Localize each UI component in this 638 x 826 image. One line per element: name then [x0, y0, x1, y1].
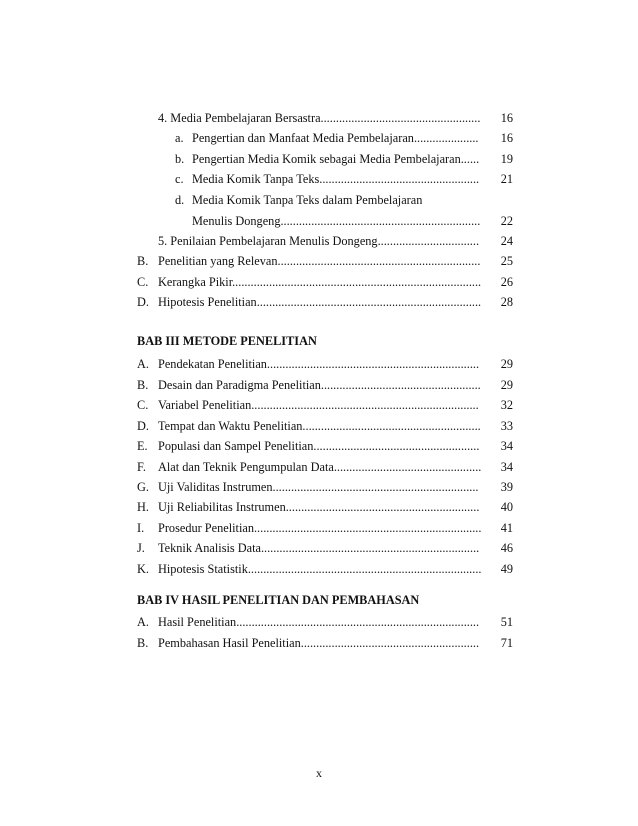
toc-entry-page: 51 [500, 615, 513, 629]
toc-entry [0, 292, 638, 312]
toc-entry [0, 375, 638, 395]
toc-entry-label: Teknik Analisis Data....................................................................... [158, 541, 480, 555]
toc-entry [0, 169, 638, 189]
toc-entry-page: 16 [500, 131, 513, 145]
toc-entry [0, 231, 638, 251]
toc-entry-letter: I. [137, 521, 145, 535]
toc-entry-page: 39 [500, 480, 513, 494]
toc-entry-page: 19 [500, 152, 513, 166]
toc-entry [0, 457, 638, 477]
toc-entry [0, 272, 638, 292]
toc-entry-label: 5. Penilaian Pembelajaran Menulis Dongeng................................. [158, 234, 480, 248]
toc-entry-letter: B. [137, 254, 149, 268]
toc-entry [0, 436, 638, 456]
toc-entry-page: 46 [500, 541, 513, 555]
toc-entry-page: 25 [500, 254, 513, 268]
toc-entry-page: 22 [500, 214, 513, 228]
toc-entry [0, 477, 638, 497]
toc-entry-label: Pengertian Media Komik sebagai Media Pembelajaran...... [192, 152, 480, 166]
toc-entry-label: Uji Reliabilitas Instrumen............................................................... [158, 500, 480, 514]
toc-entry-label: Alat dan Teknik Pengumpulan Data................................................ [158, 460, 482, 474]
toc-entry-page: 21 [500, 172, 513, 186]
toc-entry-page: 33 [500, 419, 513, 433]
toc-entry-letter: C. [137, 398, 149, 412]
toc-entry-label: Pendekatan Penelitian..................................................................... [158, 357, 480, 371]
toc-entry-page: 71 [500, 636, 513, 650]
toc-entry-label: Uji Validitas Instrumen................................................................... [158, 480, 479, 494]
chapter-heading: BAB IV HASIL PENELITIAN DAN PEMBAHASAN [137, 593, 420, 607]
toc-entry [0, 251, 638, 271]
toc-entry-letter: B. [137, 378, 149, 392]
toc-entry-letter: A. [137, 357, 149, 371]
toc-entry-letter: c. [175, 172, 184, 186]
toc-entry-label: Menulis Dongeng................................................................. [192, 214, 481, 228]
toc-entry-page: 34 [500, 460, 513, 474]
toc-entry [0, 128, 638, 148]
toc-entry-label: Variabel Penelitian.......................................................................... [158, 398, 479, 412]
toc-entry-label: Populasi dan Sampel Penelitian...................................................... [158, 439, 480, 453]
toc-entry-letter: G. [137, 480, 149, 494]
toc-entry [0, 518, 638, 538]
toc-entry-label: 4. Media Pembelajaran Bersastra.................................................... [158, 111, 481, 125]
toc-entry-label: Pembahasan Hasil Penelitian.......................................................... [158, 636, 480, 650]
toc-entry-label: Media Komik Tanpa Teks.................................................... [192, 172, 480, 186]
toc-entry-continuation [0, 211, 638, 231]
toc-entry-page: 32 [500, 398, 513, 412]
page-number: x [316, 766, 322, 780]
toc-entry [0, 497, 638, 517]
toc-entry-letter: J. [137, 541, 145, 555]
toc-entry-label: Pengertian dan Manfaat Media Pembelajaran..................... [192, 131, 479, 145]
toc-entry-page: 40 [500, 500, 513, 514]
toc-entry-letter: C. [137, 275, 149, 289]
toc-entry [0, 416, 638, 436]
toc-entry-letter: H. [137, 500, 149, 514]
toc-entry-letter: E. [137, 439, 148, 453]
toc-entry-page: 16 [500, 111, 513, 125]
toc-entry-label: Hipotesis Statistik............................................................................ [158, 562, 482, 576]
toc-entry-page: 24 [500, 234, 513, 248]
toc-entry-letter: a. [175, 131, 184, 145]
toc-entry-label: Penelitian yang Relevan.................................................................. [158, 254, 481, 268]
toc-entry [0, 190, 638, 210]
toc-entry-letter: b. [175, 152, 185, 166]
toc-entry [0, 633, 638, 653]
toc-entry-letter: D. [137, 295, 149, 309]
toc-entry [0, 612, 638, 632]
toc-entry-letter: K. [137, 562, 149, 576]
toc-entry-label: Kerangka Pikir................................................................................. [158, 275, 482, 289]
toc-entry [0, 354, 638, 374]
toc-entry-label: Tempat dan Waktu Penelitian.......................................................... [158, 419, 481, 433]
toc-entry-page: 34 [500, 439, 513, 453]
toc-entry-label: Hipotesis Penelitian......................................................................... [158, 295, 482, 309]
toc-entry-letter: B. [137, 636, 149, 650]
toc-entry-letter: d. [175, 193, 185, 207]
toc-entry-page: 49 [500, 562, 513, 576]
chapter-heading: BAB III METODE PENELITIAN [137, 334, 317, 348]
toc-entry [0, 395, 638, 415]
toc-entry-page: 29 [500, 378, 513, 392]
toc-entry [0, 149, 638, 169]
toc-entry-page: 41 [500, 521, 513, 535]
toc-entry-label: Media Komik Tanpa Teks dalam Pembelajaran [192, 193, 423, 207]
toc-entry [0, 559, 638, 579]
toc-entry-page: 29 [500, 357, 513, 371]
toc-entry-letter: D. [137, 419, 149, 433]
toc-entry-label: Desain dan Paradigma Penelitian.................................................... [158, 378, 481, 392]
toc-entry-page: 26 [500, 275, 513, 289]
toc-entry-letter: F. [137, 460, 146, 474]
toc-entry-label: Hasil Penelitian............................................................................... [158, 615, 480, 629]
toc-entry-label: Prosedur Penelitian.......................................................................... [158, 521, 482, 535]
toc-entry [0, 108, 638, 128]
toc-entry-letter: A. [137, 615, 149, 629]
toc-entry [0, 538, 638, 558]
toc-entry-page: 28 [500, 295, 513, 309]
